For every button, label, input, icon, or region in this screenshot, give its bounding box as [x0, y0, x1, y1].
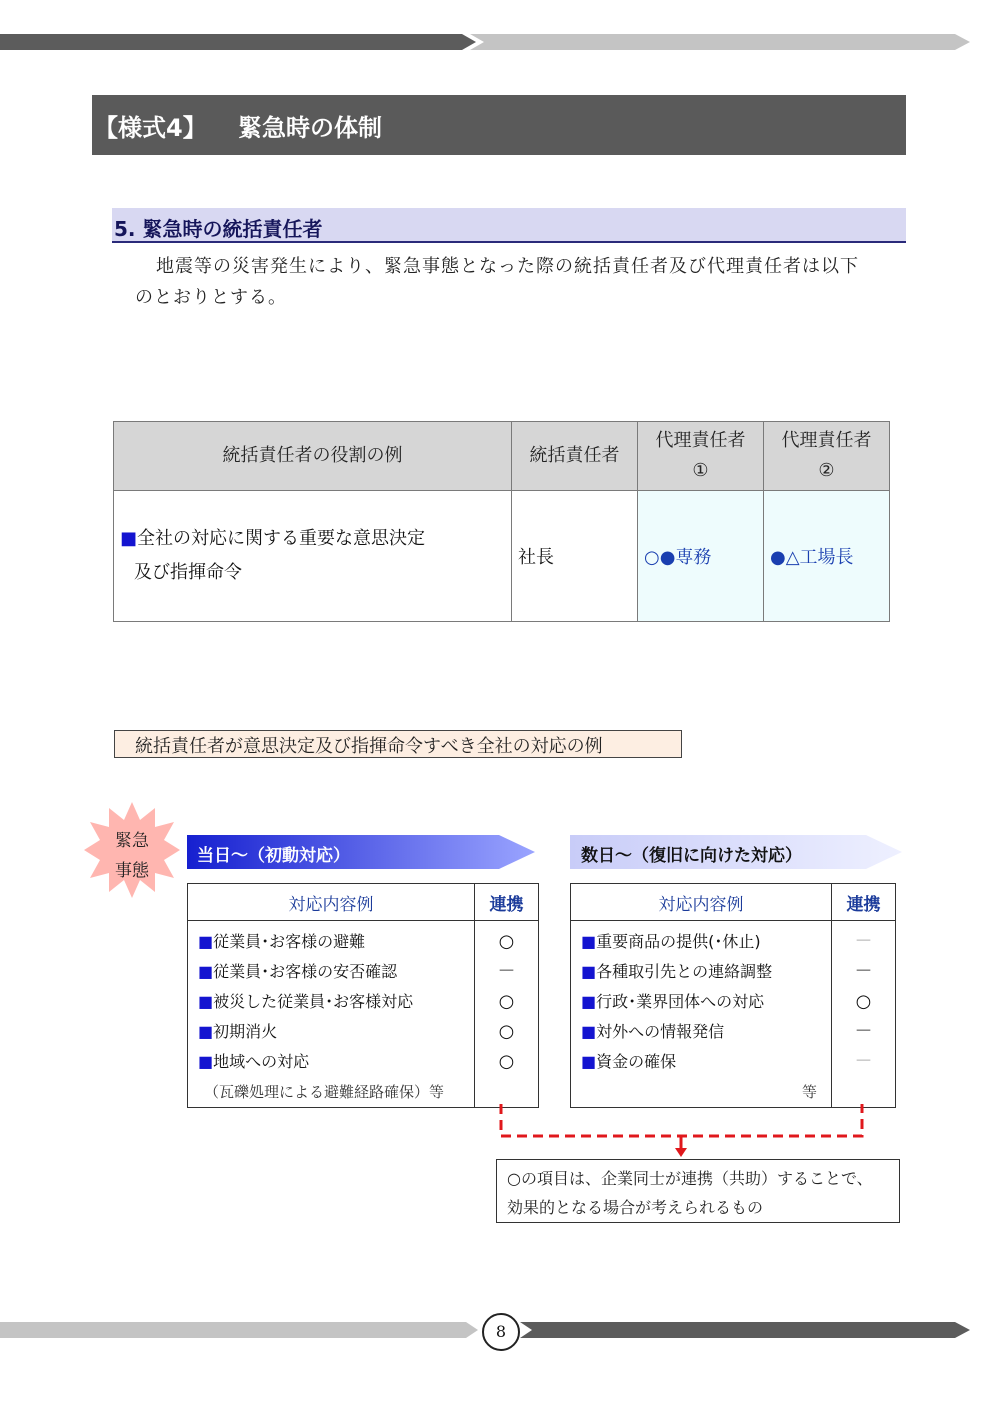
emergency-label-line-1: 緊急 [115, 831, 149, 851]
header-deputy-2-title: 代理責任者 [781, 430, 872, 451]
list-item [581, 987, 831, 1017]
list-item-text: 資金の確保 [596, 1052, 677, 1071]
phase1-header-link: 連携 [475, 884, 539, 921]
phase1-items [188, 921, 475, 1108]
link-mark: ○ [498, 991, 515, 1012]
collaboration-note-line-1: ○の項目は、企業同士が連携（共助）することで、 [507, 1169, 873, 1188]
title-bar [92, 95, 906, 155]
deputy-2-cell: ●△工場長 [764, 491, 890, 622]
square-bullet-icon: ■ [581, 1022, 597, 1041]
square-bullet-icon: ■ [198, 1022, 214, 1041]
intro-line-1: 地震等の災害発生により、緊急事態となった際の統括責任者及び代理責任者は以下 [156, 256, 859, 277]
square-bullet-icon: ■ [581, 992, 597, 1011]
link-mark: － [854, 1051, 873, 1072]
square-bullet-icon: ■ [198, 992, 214, 1011]
deputy-1-cell: ○●専務 [638, 491, 764, 622]
list-item [198, 957, 474, 987]
list-item [581, 1017, 831, 1047]
list-item-text: 行政･業界団体への対応 [596, 992, 765, 1011]
collaboration-note [496, 1159, 900, 1223]
list-item-text: 従業員･お客様の避難 [213, 932, 366, 951]
link-mark: － [854, 1021, 873, 1042]
list-item-text: 従業員･お客様の安否確認 [213, 962, 398, 981]
list-item-text: 各種取引先との連絡調整 [596, 962, 773, 981]
phase2-marks [832, 921, 896, 1108]
phase2-label: 数日～（復旧に向けた対応） [581, 846, 802, 866]
square-bullet-icon: ■ [581, 1052, 597, 1071]
phase2-note: 等 [801, 1083, 817, 1101]
list-item-text: 初期消火 [213, 1022, 278, 1041]
style-label: 【様式4】 [94, 114, 207, 142]
role-cell [114, 491, 512, 622]
collaboration-note-line-2: 効果的となる場合が考えられるもの [507, 1198, 764, 1217]
intro-line-2: のとおりとする。 [135, 287, 287, 308]
phase1-note: （瓦礫処理による避難経路確保）等 [204, 1083, 445, 1101]
list-item [198, 927, 474, 957]
header-leader: 統括責任者 [512, 422, 638, 491]
link-mark: ○ [498, 931, 515, 952]
link-mark: － [854, 961, 873, 982]
phase1-table [187, 883, 539, 1108]
emergency-label [82, 826, 182, 886]
page-number: 8 [482, 1313, 520, 1351]
phase2-table [570, 883, 896, 1108]
header-deputy-1-number: ① [692, 460, 709, 481]
leader-cell: 社長 [512, 491, 638, 622]
page-title: 緊急時の体制 [238, 114, 382, 142]
square-bullet-icon: ■ [581, 932, 597, 951]
phase1-label: 当日～（初動対応） [197, 846, 350, 866]
section-heading-text: 5. 緊急時の統括責任者 [114, 217, 323, 241]
link-mark: ○ [855, 991, 872, 1012]
phase2-header-link: 連携 [832, 884, 896, 921]
header-deputy-1 [638, 422, 764, 491]
section-heading [112, 208, 906, 243]
header-role: 統括責任者の役割の例 [114, 422, 512, 491]
link-mark: ○ [498, 1051, 515, 1072]
header-deputy-1-title: 代理責任者 [655, 430, 746, 451]
phase1-marks [475, 921, 539, 1108]
list-item [198, 987, 474, 1017]
responsibility-table [113, 421, 890, 622]
square-bullet-icon: ■ [198, 932, 214, 951]
square-bullet-icon: ■ [581, 962, 597, 981]
examples-caption-text: 統括責任者が意思決定及び指揮命令すべき全社の対応の例 [135, 736, 603, 757]
square-bullet-icon: ■ [198, 962, 214, 981]
dashed-connector [490, 1104, 880, 1160]
phase1-header-content: 対応内容例 [188, 884, 475, 921]
phase2-header-content: 対応内容例 [571, 884, 832, 921]
list-item [581, 927, 831, 957]
header-deputy-2 [764, 422, 890, 491]
link-mark: ○ [498, 1021, 515, 1042]
square-bullet-icon: ■ [120, 528, 138, 549]
header-deputy-2-number: ② [818, 460, 835, 481]
phase2-items [571, 921, 832, 1108]
emergency-label-line-2: 事態 [115, 861, 149, 881]
examples-caption [114, 730, 682, 758]
list-item [581, 1047, 831, 1077]
list-item-text: 重要商品の提供(･休止) [596, 932, 761, 951]
list-item [581, 957, 831, 987]
list-item [198, 1047, 474, 1077]
square-bullet-icon: ■ [198, 1052, 214, 1071]
list-item-text: 対外への情報発信 [596, 1022, 725, 1041]
link-mark: － [854, 931, 873, 952]
list-item [198, 1017, 474, 1047]
top-decor-bar [0, 30, 1000, 54]
list-item-text: 被災した従業員･お客様対応 [213, 992, 414, 1011]
role-text-line-1: 全社の対応に関する重要な意思決定 [137, 528, 426, 549]
link-mark: － [497, 961, 516, 982]
list-item-text: 地域への対応 [213, 1052, 310, 1071]
role-text-line-2: 及び指揮命令 [134, 562, 242, 583]
